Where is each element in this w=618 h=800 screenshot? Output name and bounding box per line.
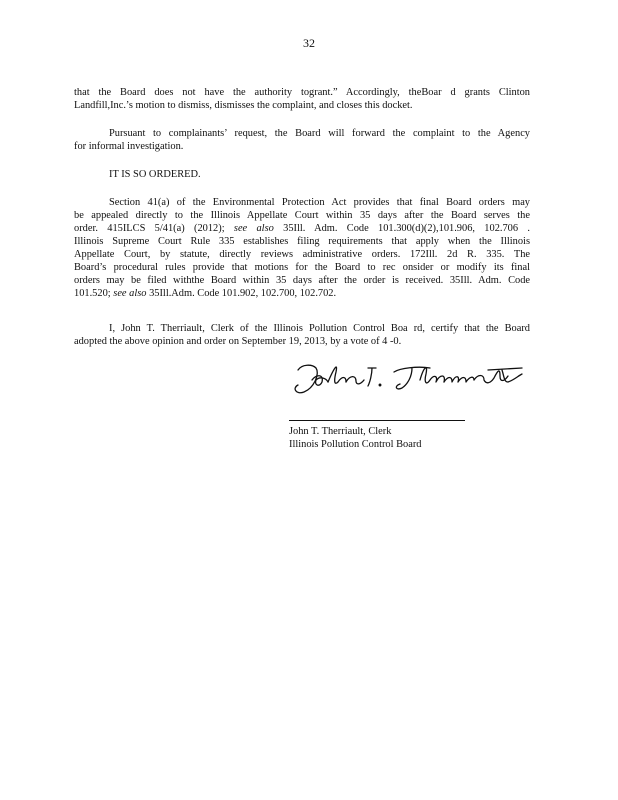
citation-text: 35Ill. Adm. Code 101.300(d)(2),101.906, 102.706 . bbox=[283, 223, 530, 234]
paragraph-line: I, John T. Therriault, Clerk of the Illinois Pollution Control Boa rd, certify that the Board bbox=[109, 323, 530, 334]
signatory-name-title: John T. Therriault, Clerk bbox=[289, 426, 392, 437]
paragraph-line: Section 41(a) of the Environmental Protection Act provides that final Board orders may bbox=[109, 197, 530, 208]
paragraph-forward-complaint bbox=[74, 127, 530, 153]
paragraph-clerk-certification bbox=[74, 322, 530, 348]
paragraph-line: adopted the above opinion and order on September 19, 2013, by a vote of 4 -0. bbox=[74, 336, 402, 347]
paragraph-line bbox=[74, 287, 530, 300]
citation-signal: see also bbox=[233, 223, 274, 234]
paragraph-line: Illinois Supreme Court Rule 335 establishes filing requirements that apply when the Illinois bbox=[74, 236, 530, 247]
paragraph-line: for informal investigation. bbox=[74, 141, 184, 152]
paragraph-dismissal bbox=[74, 86, 530, 112]
page-number: 32 bbox=[303, 36, 315, 50]
citation-text: 101.520; bbox=[74, 288, 111, 299]
paragraph-line: Pursuant to complainants’ request, the Board will forward the complaint to the Agency bbox=[109, 128, 530, 139]
paragraph-line: Appellate Court, by statute, directly reviews administrative orders. 172Ill. 2d R. 335. The bbox=[74, 249, 530, 260]
handwritten-signature bbox=[290, 358, 530, 398]
paragraph-ordered bbox=[74, 168, 530, 181]
paragraph-line bbox=[74, 222, 530, 235]
paragraph-line: Board’s procedural rules provide that motions for the Board to rec onsider or modify its final bbox=[74, 262, 530, 273]
paragraph-line: be appealed directly to the Illinois Appellate Court within 35 days after the Board serves the bbox=[74, 210, 530, 221]
signature-line bbox=[289, 420, 465, 421]
paragraph-line: Landfill,Inc.’s motion to dismiss, dismisses the complaint, and closes this docket. bbox=[74, 100, 413, 111]
paragraph-line: IT IS SO ORDERED. bbox=[109, 169, 201, 180]
citation-text: 35Ill.Adm. Code 101.902, 102.700, 102.702. bbox=[149, 288, 337, 299]
paragraph-appeal-rights bbox=[74, 196, 530, 300]
paragraph-line: orders may be filed withthe Board within 35 days after the order is received. 35Ill. Adm. Code bbox=[74, 275, 530, 286]
signatory-organization: Illinois Pollution Control Board bbox=[289, 439, 422, 450]
citation-text: order. 415ILCS 5/41(a) (2012); bbox=[74, 223, 225, 234]
citation-signal: see also bbox=[113, 288, 147, 299]
paragraph-line: that the Board does not have the authority togrant.” Accordingly, theBoar d grants Clinton bbox=[74, 87, 530, 98]
